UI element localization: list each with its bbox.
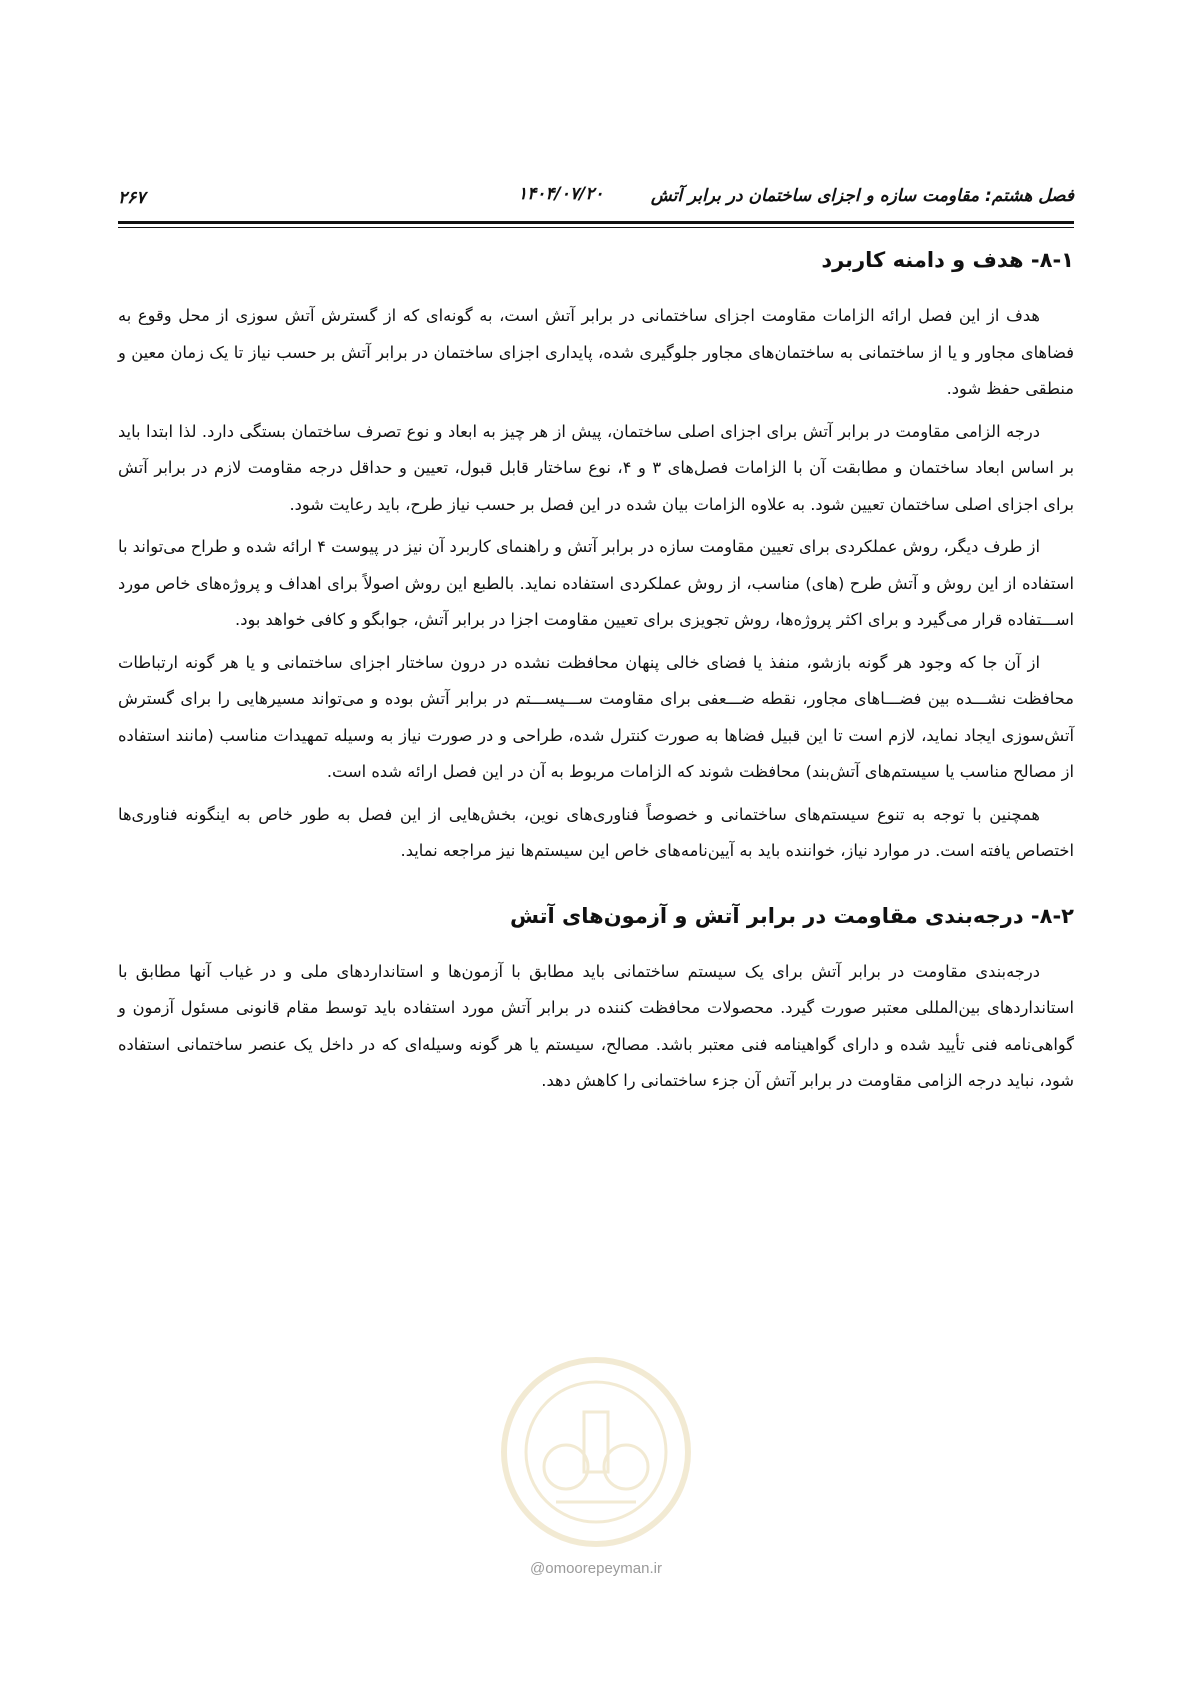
section-heading-8-2: ۸-۲- درجه‌بندی مقاومت در برابر آتش و آزمون‌های آتش <box>509 903 1074 928</box>
chapter-title: فصل هشتم: مقاومت سازه و اجزای ساختمان در برابر آتش <box>650 186 1074 206</box>
watermark-seal-icon <box>496 1352 696 1552</box>
header-rule-thin <box>118 227 1074 228</box>
paragraph: همچنین با توجه به تنوع سیستم‌های ساختمانی و خصوصاً فناوری‌های نوین، بخش‌هایی از این فصل به طور خاص به اینگونه فناوری‌ها اختصاص یافته است. در موارد نیاز، خواننده باید به آیین‌نامه‌های خاص این سیستم‌ها نیز مراجعه نماید. <box>118 804 1074 860</box>
header-rule-thick <box>118 221 1074 224</box>
paragraph: از آن جا که وجود هر گونه بازشو، منفذ یا فضای خالی پنهان محافظت نشده در درون ساختار اجزای ساختمانی و یا هر گونه ارتباطات محافظت نشـــده بین فضـــاهای مجاور، نقطه ضـــعفی برای مقاومت ســـیســـتم در برابر آتش بوده و می‌تواند مسیرهایی را برای گسترش آتش‌سوزی ایجاد نماید، لازم است تا این قبیل فضاها به صورت کنترل شده، طراحی و در صورت نیاز به وسیله تمهیدات مناسب (مانند استفاده از مصالح مناسب یا سیستم‌های آتش‌بند) محافظت شوند که الزامات مربوط به آن در این فصل ارائه شده است. <box>118 652 1074 781</box>
header-date: ۱۴۰۴/۰۷/۲۰ <box>518 184 604 204</box>
page-number: ۲۶۷ <box>118 188 146 208</box>
page-header <box>118 180 1074 220</box>
paragraph: از طرف دیگر، روش عملکردی برای تعیین مقاومت سازه در برابر آتش و راهنمای کاربرد آن نیز در پیوست ۴ ارائه شده و طراح می‌تواند با استفاده از این روش و آتش طرح (های) مناسب، از روش عملکردی استفاده نماید. بالطبع این روش اصولاً برای اهداف و پروژه‌های خاص مورد اســـتفاده قرار می‌گیرد و برای اکثر پروژه‌ها، روش تجویزی برای تعیین مقاومت اجزا در برابر آتش، جوابگو و کافی خواهد بود. <box>118 537 1074 629</box>
page-body <box>118 242 1074 1106</box>
paragraph: هدف از این فصل ارائه الزامات مقاومت اجزای ساختمانی در برابر آتش است، به گونه‌ای که از گسترش آتش سوزی از محل وقوع به فضاهای مجاور و یا از ساختمانی به ساختمان‌های مجاور جلوگیری شده، پایداری اجزای ساختمان در برابر آتش بر حسب نیاز تا یک زمان معین و منطقی حفظ شود. <box>118 306 1074 398</box>
paragraph: درجه الزامی مقاومت در برابر آتش برای اجزای اصلی ساختمان، پیش از هر چیز به ابعاد و نوع تصرف ساختمان بستگی دارد. لذا ابتدا باید بر اساس ابعاد ساختمان و مطابقت آن با الزامات فصل‌های ۳ و ۴، نوع ساختار قابل قبول، تعیین و حداقل درجه مقاومت لازم در برابر آتش برای اجزای اصلی ساختمان تعیین شود. به علاوه الزامات بیان شده در این فصل بر حسب نیاز طرح، باید رعایت شود. <box>118 421 1074 514</box>
watermark-url: @omoorepeyman.ir <box>530 1560 662 1577</box>
section-heading-8-1: ۸-۱- هدف و دامنه کاربرد <box>821 248 1074 272</box>
paragraph: درجه‌بندی مقاومت در برابر آتش برای یک سیستم ساختمانی باید مطابق با آزمون‌ها و استانداردهای ملی و در غیاب آنها مطابق با استانداردهای بین‌المللی معتبر صورت گیرد. محصولات محافظت کننده در برابر آتش مورد استفاده باید توسط مقام قانونی مسئول آزمون و گواهی‌نامه فنی تأیید شده و دارای گواهینامه فنی معتبر باشد. مصالح، سیستم یا هر گونه وسیله‌ای که در داخل یک عنصر ساختمانی استفاده شود، نباید درجه الزامی مقاومت در برابر آتش آن جزء ساختمانی را کاهش دهد. <box>118 961 1074 1090</box>
